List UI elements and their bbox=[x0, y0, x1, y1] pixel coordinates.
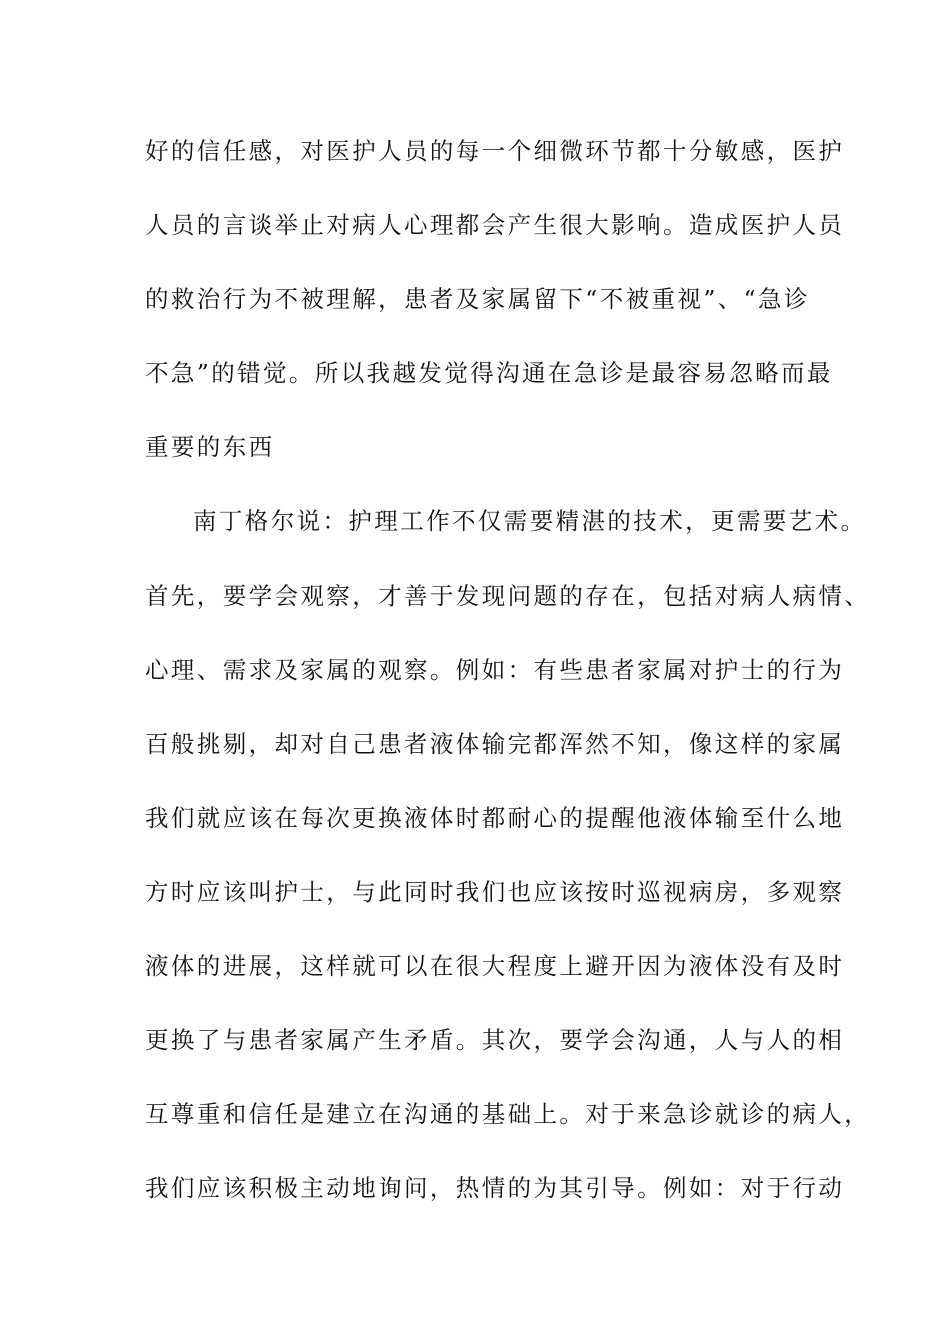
text-line-10: 我们就应该在每次更换液体时都耐心的提醒他液体输至什么地 bbox=[145, 803, 845, 832]
text-line-12: 液体的进展，这样就可以在很大程度上避开因为液体没有及时 bbox=[145, 952, 845, 981]
paragraph-start-line: 南丁格尔说：护理工作不仅需要精湛的技术，更需要艺术。 bbox=[193, 507, 867, 536]
text-line-13: 更换了与患者家属产生矛盾。其次，要学会沟通，人与人的相 bbox=[145, 1026, 845, 1055]
text-line-7: 首先，要学会观察，才善于发现问题的存在，包括对病人病情、 bbox=[145, 581, 871, 610]
text-line-9: 百般挑剔，却对自己患者液体输完都浑然不知，像这样的家属 bbox=[145, 729, 845, 758]
text-line-4: 不急”的错觉。所以我越发觉得沟通在急诊是最容易忽略而最 bbox=[145, 359, 833, 388]
text-line-8: 心理、需求及家属的观察。例如：有些患者家属对护士的行为 bbox=[145, 655, 845, 684]
text-line-3: 的救治行为不被理解，患者及家属留下“不被重视”、“急诊 bbox=[145, 285, 810, 314]
text-line-15: 我们应该积极主动地询问，热情的为其引导。例如：对于行动 bbox=[145, 1174, 845, 1203]
text-line-14: 互尊重和信任是建立在沟通的基础上。对于来急诊就诊的病人， bbox=[145, 1100, 871, 1129]
text-line-11: 方时应该叫护士，与此同时我们也应该按时巡视病房，多观察 bbox=[145, 877, 845, 906]
text-line-2: 人员的言谈举止对病人心理都会产生很大影响。造成医护人员 bbox=[145, 211, 845, 240]
text-line-1: 好的信任感，对医护人员的每一个细微环节都十分敏感，医护 bbox=[145, 137, 845, 165]
text-line-5: 重要的东西 bbox=[145, 433, 275, 462]
body-text bbox=[145, 128, 871, 1239]
